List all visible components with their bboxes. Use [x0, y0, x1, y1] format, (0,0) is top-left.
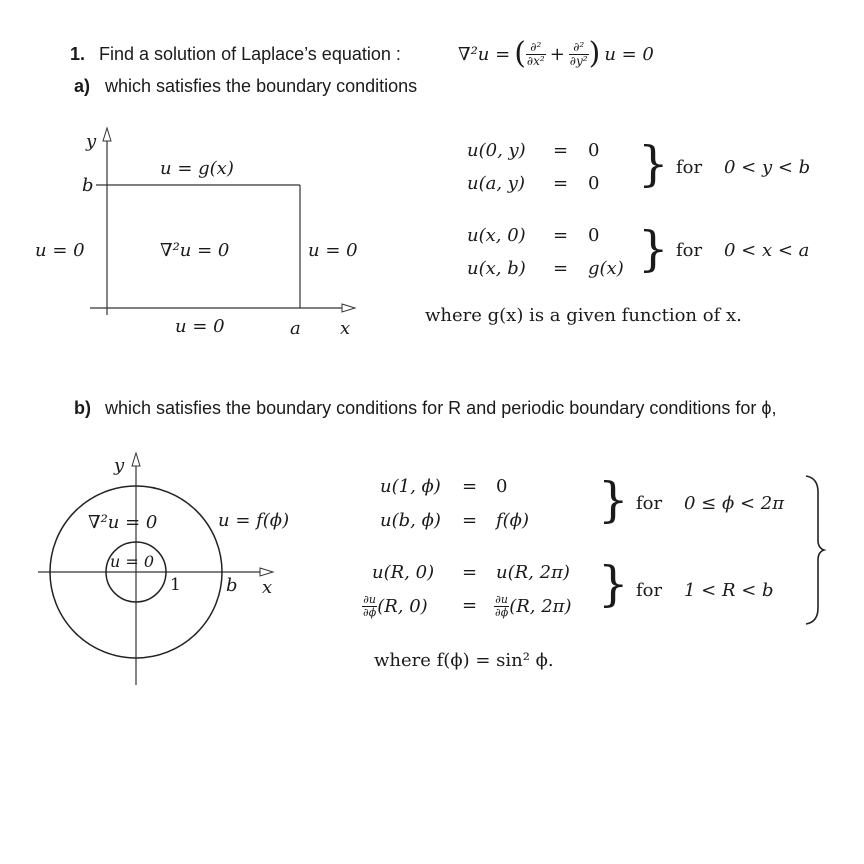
- fig-a-right-label: u = 0: [308, 240, 358, 261]
- cond-b-2-lhs: u(b, ϕ): [380, 510, 441, 531]
- cond-a-4-rhs: g(x): [588, 258, 624, 279]
- left-paren: (: [514, 36, 526, 71]
- fig-a-x-label: x: [340, 318, 351, 339]
- cond-a-4-lhs: u(x, b): [467, 258, 526, 279]
- range-b-2-for: for: [636, 580, 663, 601]
- d2-numerator-2: ∂²: [569, 41, 589, 55]
- equation-lhs: ∇²u =: [458, 43, 511, 65]
- problem-number: 1.: [70, 44, 86, 64]
- fig-a-y-label: y: [86, 131, 97, 152]
- part-a-label: a): [74, 76, 91, 96]
- part-b-label: b): [74, 398, 91, 418]
- part-a-note: where g(x) is a given function of x.: [425, 305, 742, 326]
- fig-a-b-tick: b: [82, 175, 94, 196]
- cond-b-1-rhs: 0: [496, 476, 508, 497]
- fig-b-x-label: x: [262, 577, 273, 598]
- cond-b-4-rhs-num: ∂u: [495, 592, 508, 606]
- fig-a-center-label: ∇²u = 0: [160, 240, 230, 261]
- fig-a-bottom-label: u = 0: [175, 316, 225, 337]
- cond-a-2-eq: =: [553, 173, 569, 194]
- range-a-1-range: 0 < y < b: [724, 157, 811, 178]
- fig-b-y-label: y: [114, 455, 125, 476]
- d2-numerator: ∂²: [526, 41, 546, 55]
- range-a-2-range: 0 < x < a: [724, 240, 810, 261]
- fig-b-boundary-label: u = f(ϕ): [218, 510, 290, 531]
- fig-b-inner-label: u = 0: [110, 552, 155, 571]
- cond-b-4-lhs-den: ∂ϕ: [363, 605, 377, 619]
- cond-b-4-rhs-den: ∂ϕ: [495, 605, 509, 619]
- range-a-1-for: for: [676, 157, 703, 178]
- cond-b-4-eq: =: [462, 595, 478, 616]
- brace-a-1: }: [638, 136, 669, 192]
- cond-a-1-lhs: u(0, y): [467, 140, 526, 161]
- range-b-1-for: for: [636, 493, 663, 514]
- range-b-1-range: 0 ≤ ϕ < 2π: [684, 493, 785, 514]
- cond-b-1-eq: =: [462, 476, 478, 497]
- cond-a-2-rhs: 0: [588, 173, 600, 194]
- cond-a-3-lhs: u(x, 0): [467, 225, 526, 246]
- right-paren: ): [588, 36, 601, 71]
- cond-b-1-lhs: u(1, ϕ): [380, 476, 441, 497]
- part-a-text: which satisfies the boundary conditions: [105, 76, 418, 96]
- part-b-note: where f(ϕ) = sin² ϕ.: [374, 650, 554, 671]
- cond-b-4-lhs: (R, 0): [377, 595, 428, 617]
- cond-b-4-lhs-num: ∂u: [363, 592, 376, 606]
- dx2-denominator: ∂x²: [526, 53, 545, 68]
- cond-b-2-eq: =: [462, 510, 478, 531]
- fig-a-a-tick: a: [290, 318, 301, 339]
- cond-b-3-lhs: u(R, 0): [372, 562, 435, 583]
- part-b-text: which satisfies the boundary conditions for R and periodic boundary conditions for ϕ,: [105, 398, 777, 418]
- plus-sign: +: [549, 43, 565, 65]
- cond-a-1-eq: =: [553, 140, 569, 161]
- fig-b-tick-1: 1: [170, 575, 181, 595]
- cond-a-4-eq: =: [553, 258, 569, 279]
- cond-a-2-lhs: u(a, y): [467, 173, 525, 194]
- cond-b-3-rhs: u(R, 2π): [496, 562, 570, 583]
- cond-a-3-eq: =: [553, 225, 569, 246]
- brace-b-2: }: [598, 556, 629, 612]
- brace-b-1: }: [598, 472, 629, 528]
- cond-b-2-rhs: f(ϕ): [496, 510, 529, 531]
- fig-a-left-label: u = 0: [35, 240, 85, 261]
- brace-a-2: }: [638, 221, 669, 277]
- fig-b-tick-b: b: [226, 575, 238, 596]
- fig-b-outer-label: ∇²u = 0: [88, 512, 158, 533]
- equation-rhs: u = 0: [604, 43, 654, 65]
- cond-b-4-rhs: (R, 2π): [509, 595, 572, 617]
- cond-a-1-rhs: 0: [588, 140, 600, 161]
- cond-a-3-rhs: 0: [588, 225, 600, 246]
- cond-b-3-eq: =: [462, 562, 478, 583]
- fig-a-top-label: u = g(x): [160, 158, 234, 179]
- dy2-denominator: ∂y²: [569, 53, 588, 68]
- range-b-2-range: 1 < R < b: [684, 580, 774, 601]
- range-a-2-for: for: [676, 240, 703, 261]
- problem-intro: Find a solution of Laplace’s equation :: [99, 44, 401, 64]
